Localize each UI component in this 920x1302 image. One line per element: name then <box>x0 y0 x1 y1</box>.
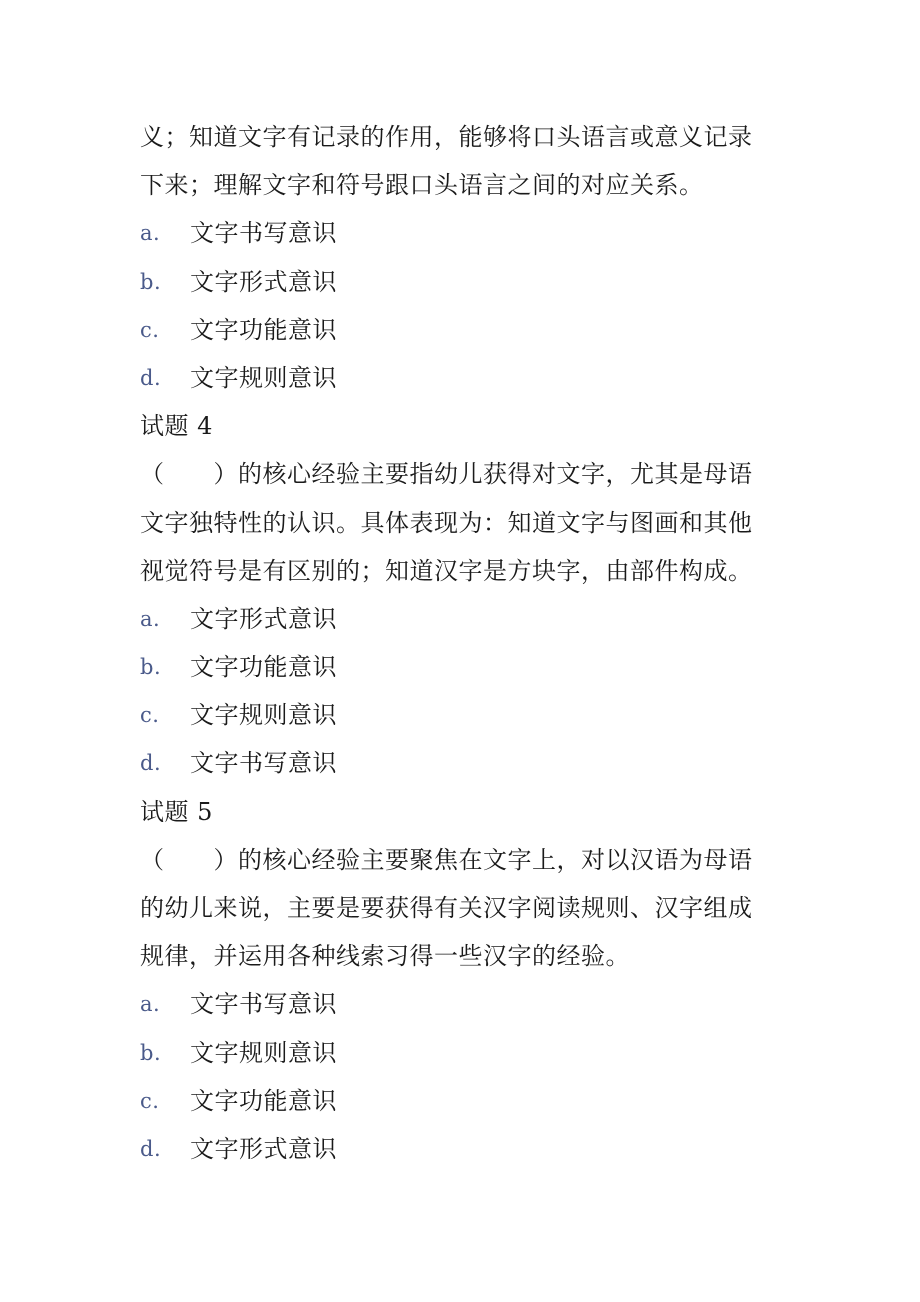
option-text: 文字功能意识 <box>190 315 337 344</box>
question-text-line: 视觉符号是有区别的；知道汉字是方块字，由部件构成。 <box>140 556 753 585</box>
document-page <box>140 113 780 1173</box>
option-letter: b. <box>140 269 162 294</box>
option-letter: a. <box>140 221 161 246</box>
option-text: 文字书写意识 <box>190 749 337 778</box>
option-letter: a. <box>140 606 161 631</box>
option-d[interactable] <box>140 739 780 787</box>
question-4 <box>140 402 780 788</box>
question-text-line: （ ）的核心经验主要聚焦在文字上，对以汉语为母语 <box>140 845 753 874</box>
option-text: 文字书写意识 <box>190 219 337 248</box>
option-letter: c. <box>140 703 160 728</box>
question-text-line: （ ）的核心经验主要指幼儿获得对文字，尤其是母语 <box>140 460 753 489</box>
question-title: 试题 5 <box>140 797 213 826</box>
option-letter: d. <box>140 1136 162 1161</box>
option-letter: d. <box>140 365 162 390</box>
option-b[interactable] <box>140 258 780 306</box>
option-c[interactable] <box>140 691 780 739</box>
question-title: 试题 4 <box>140 412 213 441</box>
option-c[interactable] <box>140 1077 780 1125</box>
question-3-continuation <box>140 113 780 402</box>
option-text: 文字规则意识 <box>190 363 337 392</box>
question-text-line: 规律，并运用各种线索习得一些汉字的经验。 <box>140 942 630 971</box>
option-text: 文字形式意识 <box>190 267 337 296</box>
option-letter: b. <box>140 655 162 680</box>
question-text-line: 文字独特性的认识。具体表现为：知道文字与图画和其他 <box>140 508 753 537</box>
option-d[interactable] <box>140 354 780 402</box>
option-letter: b. <box>140 1040 162 1065</box>
option-a[interactable] <box>140 595 780 643</box>
option-a[interactable] <box>140 209 780 257</box>
option-text: 文字功能意识 <box>190 1086 337 1115</box>
question-5 <box>140 788 780 1174</box>
option-text: 文字形式意识 <box>190 604 337 633</box>
option-text: 文字功能意识 <box>190 653 337 682</box>
option-text: 文字规则意识 <box>190 1038 337 1067</box>
option-b[interactable] <box>140 1029 780 1077</box>
option-text: 文字书写意识 <box>190 990 337 1019</box>
option-letter: c. <box>140 1088 160 1113</box>
option-text: 文字规则意识 <box>190 701 337 730</box>
option-letter: a. <box>140 992 161 1017</box>
option-c[interactable] <box>140 306 780 354</box>
option-letter: c. <box>140 317 160 342</box>
question-text-line: 义；知道文字有记录的作用，能够将口头语言或意义记录 <box>140 123 753 151</box>
question-text-line: 的幼儿来说，主要是要获得有关汉字阅读规则、汉字组成 <box>140 894 753 922</box>
option-letter: d. <box>140 751 162 776</box>
option-d[interactable] <box>140 1125 780 1173</box>
option-a[interactable] <box>140 980 780 1028</box>
option-text: 文字形式意识 <box>190 1134 337 1163</box>
question-text-line: 下来；理解文字和符号跟口头语言之间的对应关系。 <box>140 171 704 200</box>
option-b[interactable] <box>140 643 780 691</box>
